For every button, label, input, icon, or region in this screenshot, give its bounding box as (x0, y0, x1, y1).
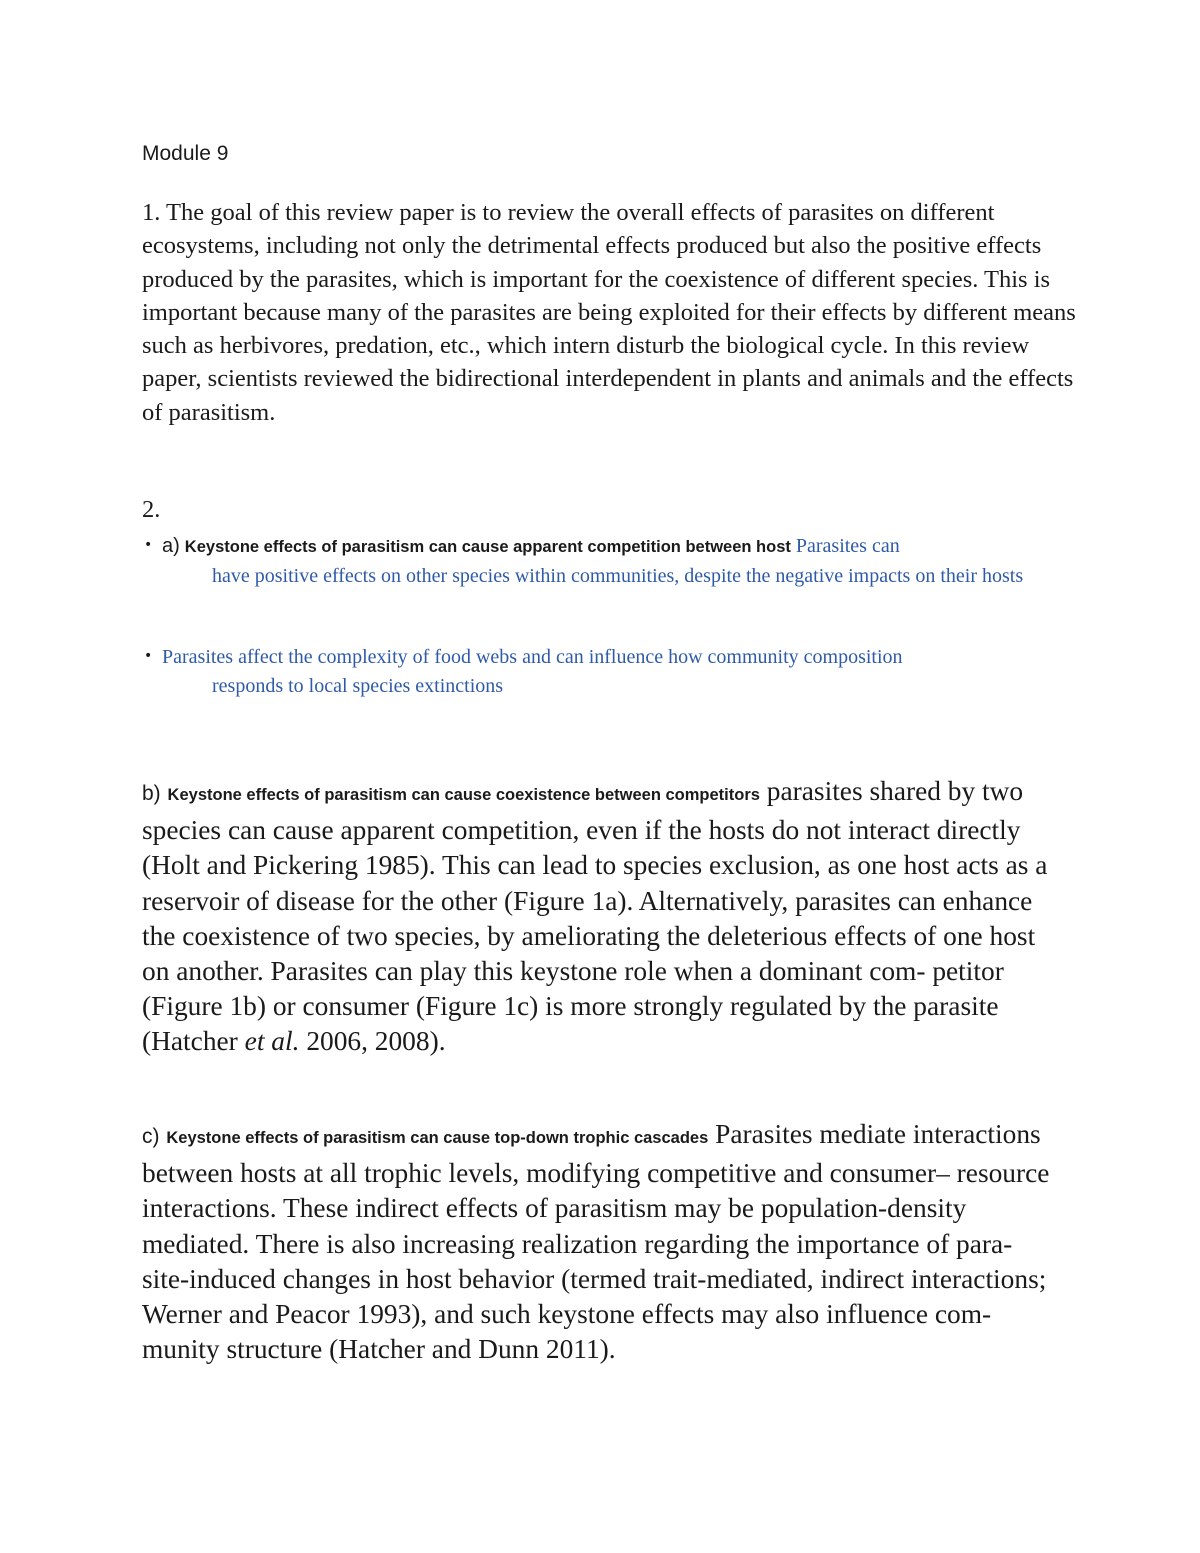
answer-2b-paragraph (142, 774, 1062, 1060)
bullet-a-text (162, 532, 1062, 591)
answer-2-number: 2. (142, 496, 161, 523)
answer-2b-italic: et al. (244, 1026, 300, 1057)
bullet-a-label: a) (162, 535, 180, 557)
bullet-food-webs-line1: Parasites affect the complexity of food webs and can influence how community composition (162, 646, 903, 668)
answer-1-paragraph: 1. The goal of this review paper is to review the overall effects of parasites on different ecosystems, including not only the detrimental effects produced but also the positive effects produced by the parasites, which is important for the coexistence of different species. This is important because many of the parasites are being exploited for their effects by different means such as herbivores, predation, etc., which intern disturb the biological cycle. In this review paper, scientists reviewed the bidirectional interdependent in plants and animals and the effects of parasitism. (142, 199, 1076, 426)
bullet-symbol: • (144, 648, 153, 664)
answer-2c-label: c) (142, 1125, 160, 1148)
answer-2b-text-end: 2006, 2008). (306, 1026, 446, 1057)
bullet-symbol: • (144, 537, 153, 553)
bullet-a-heading: Keystone effects of parasitism can cause apparent competition between host (184, 538, 791, 556)
answer-2c-paragraph (142, 1117, 1062, 1367)
answer-2b-heading: Keystone effects of parasitism can cause coexistence between competitors (167, 786, 760, 804)
bullet-a-continuation: have positive effects on other species within communities, despite the negative impacts on their hosts (212, 565, 1024, 587)
answer-2b-text: parasites shared by two species can cause apparent competition, even if the hosts do not interact directly (Holt and Pickering 1985). This can lead to species exclusion, as one host acts as a reservoir of disease for the other (Figure 1a). Alternatively, parasites can enhance the coexistence of two species, by ameliorating the deleterious effects of one host on another. Parasites can play this keystone role when a dominant com- petitor (Figure 1b) or consumer (Figure 1c) is more strongly regulated by the parasite (Hatcher (142, 776, 1048, 1057)
module-heading: Module 9 (142, 142, 229, 165)
bullet-food-webs-continuation: responds to local species extinctions (212, 675, 504, 697)
answer-2c-heading: Keystone effects of parasitism can cause top-down trophic cascades (166, 1129, 709, 1147)
bullet-food-webs-text (162, 643, 1062, 701)
bullet-a-line1: Parasites can (795, 535, 900, 557)
answer-2b-label: b) (142, 782, 161, 805)
answer-2c-text: Parasites mediate interactions between hosts at all trophic levels, modifying competitive and consumer– resource interactions. These indirect effects of parasitism may be population-density mediated. There is also increasing realization regarding the importance of para- site-induced changes in host behavior (termed trait-mediated, indirect interactions; Werner and Peacor 1993), and such keystone effects may also influence com- munity structure (Hatcher and Dunn 2011). (142, 1119, 1050, 1365)
